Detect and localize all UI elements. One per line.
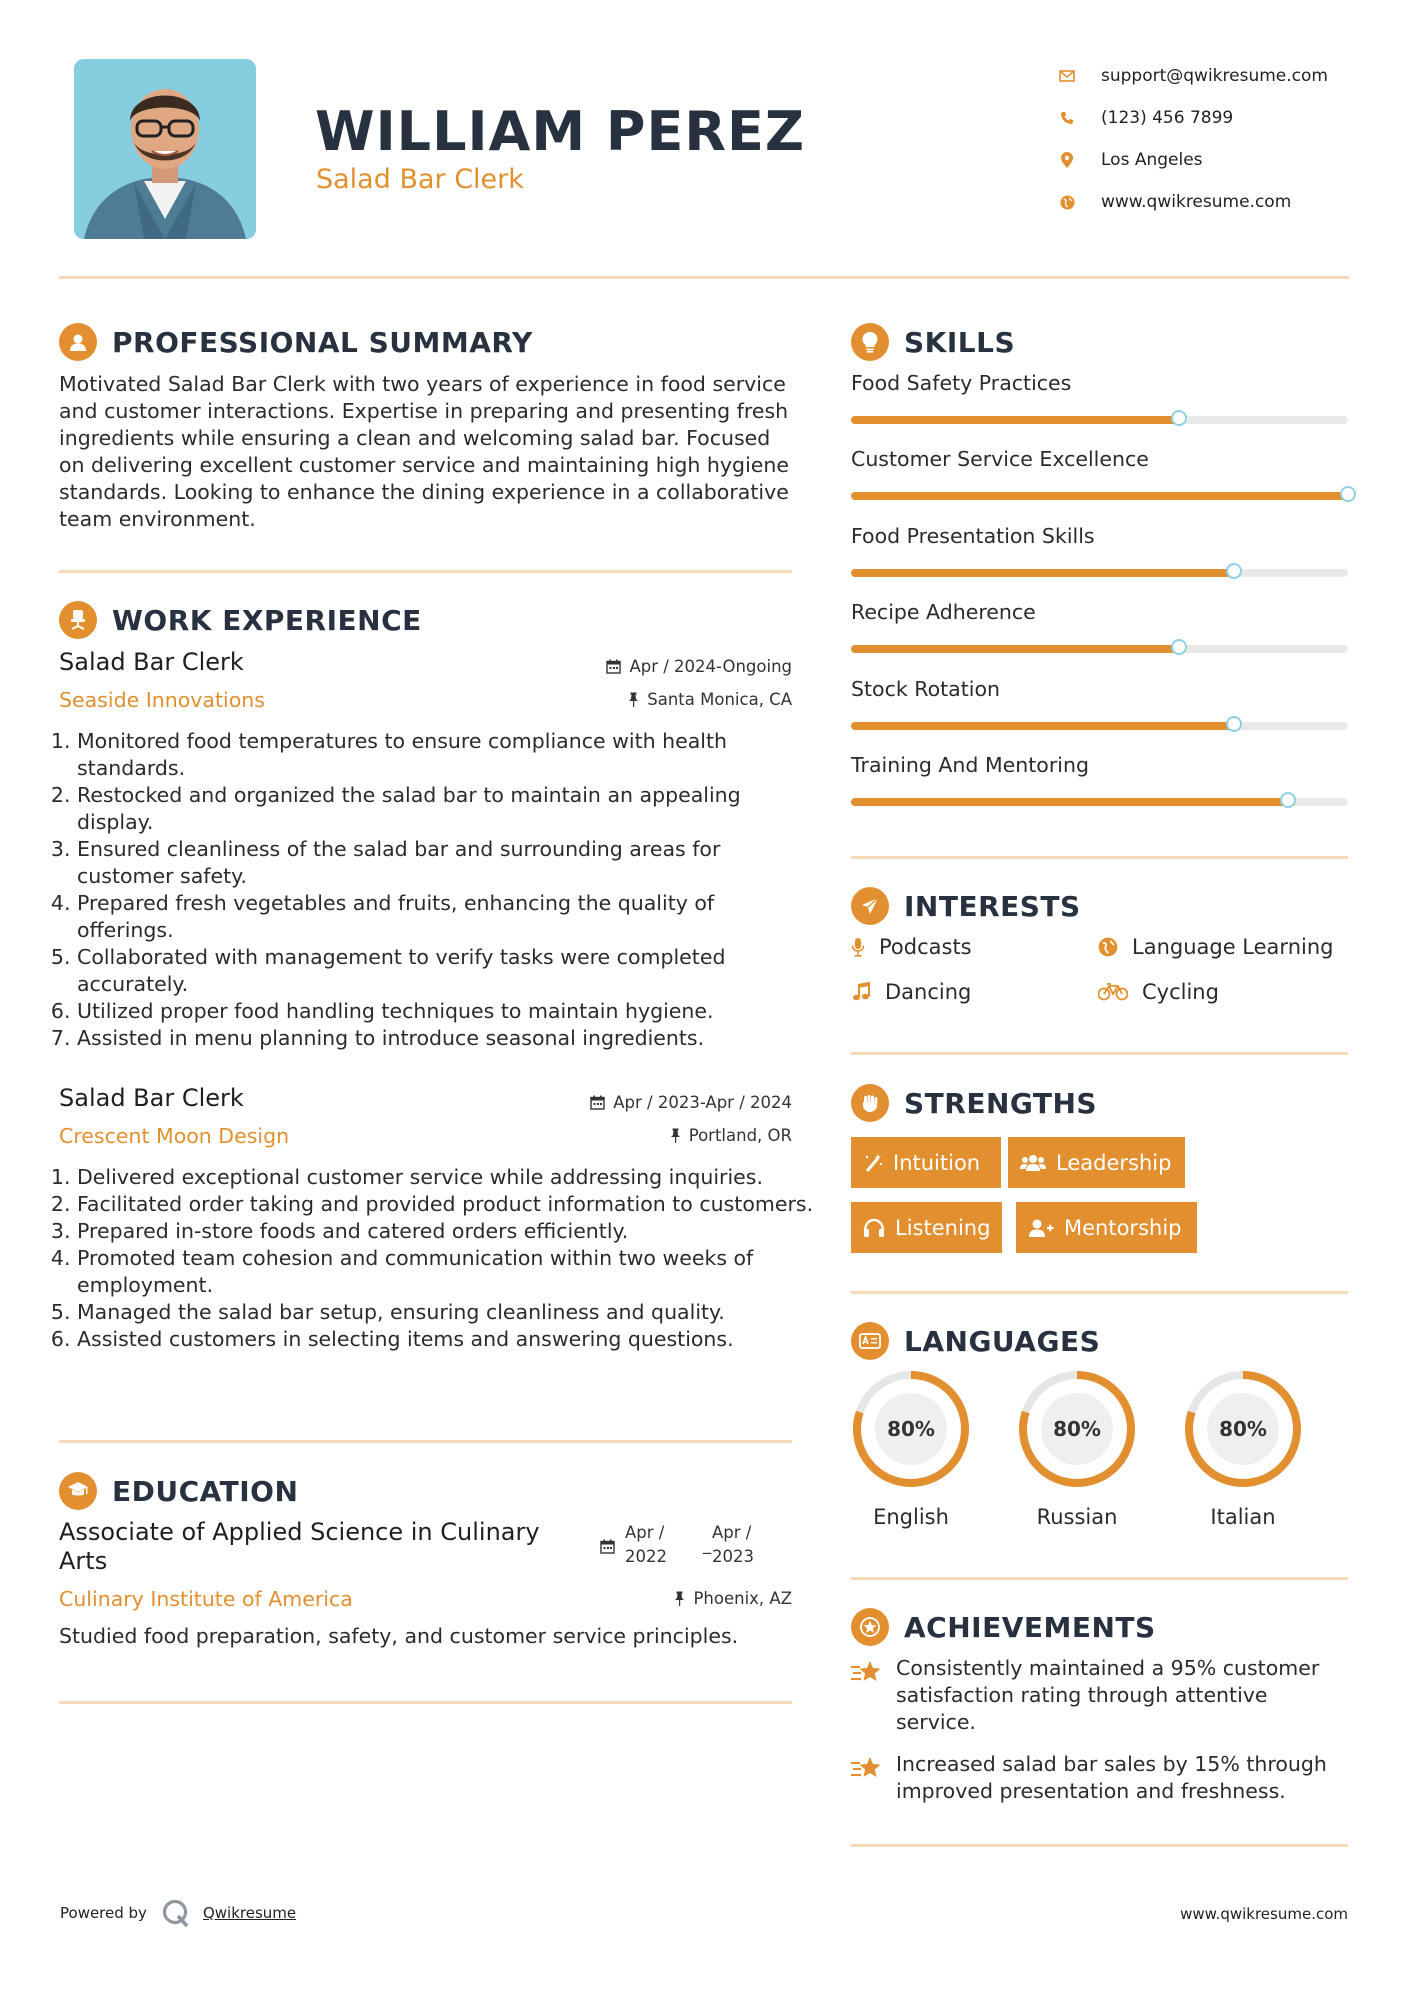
skills-divider [851, 856, 1348, 859]
candidate-title: Salad Bar Clerk [316, 164, 524, 195]
skill-bar [851, 416, 1348, 424]
achievement-item: Consistently maintained a 95% customer satisfaction rating through attentive service. [896, 1656, 1320, 1734]
education-degree: Associate of Applied Science in Culinary Arts [59, 1518, 540, 1575]
profile-photo [74, 59, 256, 239]
magic-wand-icon [863, 1153, 883, 1173]
language-item [849, 1367, 973, 1537]
skill-bar-fill [851, 569, 1234, 577]
strength-label: Mentorship [1064, 1215, 1182, 1240]
user-icon [59, 323, 97, 361]
contact-phone-text: (123) 456 7899 [1101, 108, 1234, 128]
map-pin-icon [1055, 150, 1079, 170]
strength-label: Intuition [893, 1150, 981, 1175]
contact-info [1055, 55, 1385, 223]
strength-label: Listening [895, 1215, 991, 1240]
skill-bar [851, 722, 1348, 730]
pushpin-icon [670, 1128, 681, 1143]
summary-divider [59, 570, 792, 573]
shooting-star-icon [851, 1755, 883, 1785]
skill-bar-knob [1171, 410, 1187, 426]
language-name: English [873, 1505, 949, 1529]
education-school: Culinary Institute of America [59, 1587, 353, 1611]
skill-bar [851, 798, 1348, 806]
education-heading [59, 1472, 298, 1510]
education-divider [59, 1701, 792, 1704]
headphones-icon [863, 1218, 885, 1238]
skill-bar-knob [1340, 486, 1356, 502]
language-name: Italian [1210, 1505, 1276, 1529]
calendar-icon [590, 1095, 605, 1110]
interest-item-language-learning [1098, 935, 1333, 959]
achievements-heading-text: ACHIEVEMENTS [904, 1610, 1156, 1644]
list-item: 6. Utilized proper food handling techniques to maintain hygiene. [77, 998, 807, 1025]
contact-phone[interactable] [1055, 97, 1385, 139]
skill-bar [851, 645, 1348, 653]
work-heading [59, 601, 422, 639]
job-1-location-text: Santa Monica, CA [647, 690, 792, 709]
languages-heading [851, 1322, 1100, 1360]
education-heading-text: EDUCATION [112, 1474, 299, 1508]
job-2-dates-text: Apr / 2023-Apr / 2024 [613, 1093, 792, 1112]
skill-name: Stock Rotation [851, 676, 1000, 701]
skill-name: Training And Mentoring [851, 753, 1089, 777]
skill-bar-fill [851, 645, 1179, 653]
interests-heading-text: INTERESTS [904, 889, 1081, 923]
job-2-title: Salad Bar Clerk [59, 1084, 244, 1112]
skill-bar-knob [1226, 716, 1242, 732]
shooting-star-icon [851, 1659, 883, 1689]
phone-icon [1055, 108, 1079, 128]
language-item [1181, 1367, 1305, 1537]
skill-bar-knob [1226, 563, 1242, 579]
language-percent: 80% [1219, 1417, 1267, 1441]
interest-item-podcasts [851, 935, 972, 959]
strength-badge-listening [851, 1202, 1002, 1253]
star-badge-icon [851, 1608, 889, 1646]
job-1-location [500, 690, 792, 709]
globe-icon [1055, 192, 1079, 212]
office-chair-icon [59, 601, 97, 639]
skill-bar-fill [851, 416, 1179, 424]
list-item: 2. Facilitated order taking and provided product information to customers. [77, 1191, 817, 1218]
strength-badge-mentorship [1016, 1202, 1197, 1253]
achievement-item: Increased salad bar sales by 15% through improved presentation and freshness. [896, 1752, 1327, 1803]
summary-heading-text: PROFESSIONAL SUMMARY [112, 325, 533, 359]
list-item: 4. Promoted team cohesion and communication within two weeks of employment. [77, 1245, 817, 1299]
list-item: 7. Assisted in menu planning to introduce seasonal ingredients. [77, 1025, 807, 1052]
interest-label: Language Learning [1132, 935, 1334, 959]
skill-bar-fill [851, 722, 1234, 730]
job-2-bullets [59, 1164, 817, 1353]
summary-heading [59, 323, 533, 361]
strengths-heading-text: STRENGTHS [904, 1086, 1098, 1120]
calendar-icon [606, 659, 621, 674]
qwikresume-link[interactable]: Qwikresume [202, 1904, 297, 1922]
education-location [500, 1589, 792, 1608]
list-item: 5. Managed the salad bar setup, ensuring cleanliness and quality. [77, 1299, 817, 1326]
skill-bar [851, 492, 1348, 500]
language-percent: 80% [1053, 1417, 1101, 1441]
list-item: 3. Ensured cleanliness of the salad bar and surrounding areas for customer safety. [77, 836, 807, 890]
interest-label: Dancing [885, 980, 972, 1004]
contact-website-text: www.qwikresume.com [1101, 192, 1292, 212]
paper-plane-icon [851, 887, 889, 925]
skill-name: Customer Service Excellence [851, 447, 1149, 472]
strength-badge-leadership [1008, 1137, 1185, 1188]
job-1-bullets [59, 728, 807, 1052]
language-item [1015, 1367, 1139, 1537]
strengths-heading [851, 1084, 1097, 1122]
skill-name: Food Safety Practices [851, 371, 1072, 395]
candidate-name: WILLIAM PEREZ [315, 100, 805, 163]
interest-label: Cycling [1142, 980, 1219, 1004]
job-2-dates [500, 1093, 792, 1112]
header-divider [59, 276, 1349, 279]
contact-location [1055, 139, 1385, 181]
graduation-cap-icon [59, 1472, 97, 1510]
contact-website[interactable] [1055, 181, 1385, 223]
summary-text: Motivated Salad Bar Clerk with two years of experience in food service and customer interactions. Expertise in preparing and presenting fresh ingredients while ensuring a clean and welcoming salad bar. Focused on delivering excellent customer service and maintaining high hygiene standards. Looking to enhance the dining experience in a collaborative team environment. [59, 372, 789, 531]
powered-by-label: Powered by [60, 1904, 147, 1922]
list-item: 1. Delivered exceptional customer service while addressing inquiries. [77, 1164, 817, 1191]
languages-heading-text: LANGUAGES [904, 1324, 1101, 1358]
list-item: 6. Assisted customers in selecting items and answering questions. [77, 1326, 817, 1353]
skill-bar [851, 569, 1348, 577]
microphone-icon [851, 937, 865, 957]
contact-email-text: support@qwikresume.com [1101, 66, 1328, 86]
skill-bar-knob [1171, 639, 1187, 655]
job-1-company: Seaside Innovations [59, 688, 265, 712]
footer-powered-by [60, 1898, 296, 1928]
interest-item-dancing [851, 980, 971, 1004]
globe-icon [1098, 937, 1118, 957]
education-description: Studied food preparation, safety, and customer service principles. [59, 1624, 739, 1648]
bicycle-icon [1098, 983, 1128, 1001]
job-2-location-text: Portland, OR [688, 1126, 792, 1145]
pushpin-icon [628, 692, 639, 707]
list-item: 1. Monitored food temperatures to ensure compliance with health standards. [77, 728, 807, 782]
job-1-title: Salad Bar Clerk [59, 648, 244, 676]
pushpin-icon [674, 1591, 685, 1606]
achievements-divider [851, 1844, 1348, 1847]
skill-name: Recipe Adherence [851, 600, 1036, 625]
work-heading-text: WORK EXPERIENCE [112, 603, 422, 637]
education-end: Apr / 2023 [712, 1523, 754, 1566]
skill-bar-knob [1280, 792, 1296, 808]
list-item: 3. Prepared in-store foods and catered orders efficiently. [77, 1218, 817, 1245]
strengths-divider [851, 1291, 1348, 1294]
languages-divider [851, 1577, 1348, 1580]
work-divider [59, 1440, 792, 1443]
calendar-icon [600, 1539, 615, 1558]
music-note-icon [851, 982, 871, 1002]
language-percent: 80% [887, 1417, 935, 1441]
language-card-icon [851, 1322, 889, 1360]
user-plus-icon [1028, 1218, 1054, 1238]
education-location-text: Phoenix, AZ [693, 1589, 792, 1608]
lightbulb-icon [851, 323, 889, 361]
footer-website[interactable]: www.qwikresume.com [1180, 1905, 1348, 1923]
strength-badge-intuition [851, 1137, 1001, 1188]
list-item: 4. Prepared fresh vegetables and fruits, enhancing the quality of offerings. [77, 890, 807, 944]
list-item: 2. Restocked and organized the salad bar to maintain an appealing display. [77, 782, 807, 836]
education-start: Apr / 2022 [625, 1523, 667, 1566]
job-2-location [500, 1126, 792, 1145]
interests-divider [851, 1052, 1348, 1055]
job-1-dates [500, 657, 792, 676]
skill-bar-fill [851, 492, 1348, 500]
language-name: Russian [1036, 1505, 1118, 1529]
fist-icon [851, 1084, 889, 1122]
job-2-company: Crescent Moon Design [59, 1124, 290, 1148]
envelope-icon [1055, 66, 1079, 86]
contact-location-text: Los Angeles [1101, 150, 1203, 170]
education-date-separator: _ [703, 1535, 712, 1554]
users-icon [1020, 1154, 1046, 1172]
skill-bar-fill [851, 798, 1288, 806]
interest-label: Podcasts [879, 935, 972, 959]
contact-email[interactable] [1055, 55, 1385, 97]
list-item: 5. Collaborated with management to verify tasks were completed accurately. [77, 944, 807, 998]
skills-heading [851, 323, 1015, 361]
skill-name: Food Presentation Skills [851, 523, 1095, 548]
skills-heading-text: SKILLS [904, 325, 1016, 359]
achievements-heading [851, 1608, 1156, 1646]
strength-label: Leadership [1056, 1150, 1172, 1175]
interests-heading [851, 887, 1081, 925]
job-1-dates-text: Apr / 2024-Ongoing [629, 657, 792, 676]
interest-item-cycling [1098, 980, 1219, 1004]
qwikresume-logo-icon [161, 1898, 191, 1928]
